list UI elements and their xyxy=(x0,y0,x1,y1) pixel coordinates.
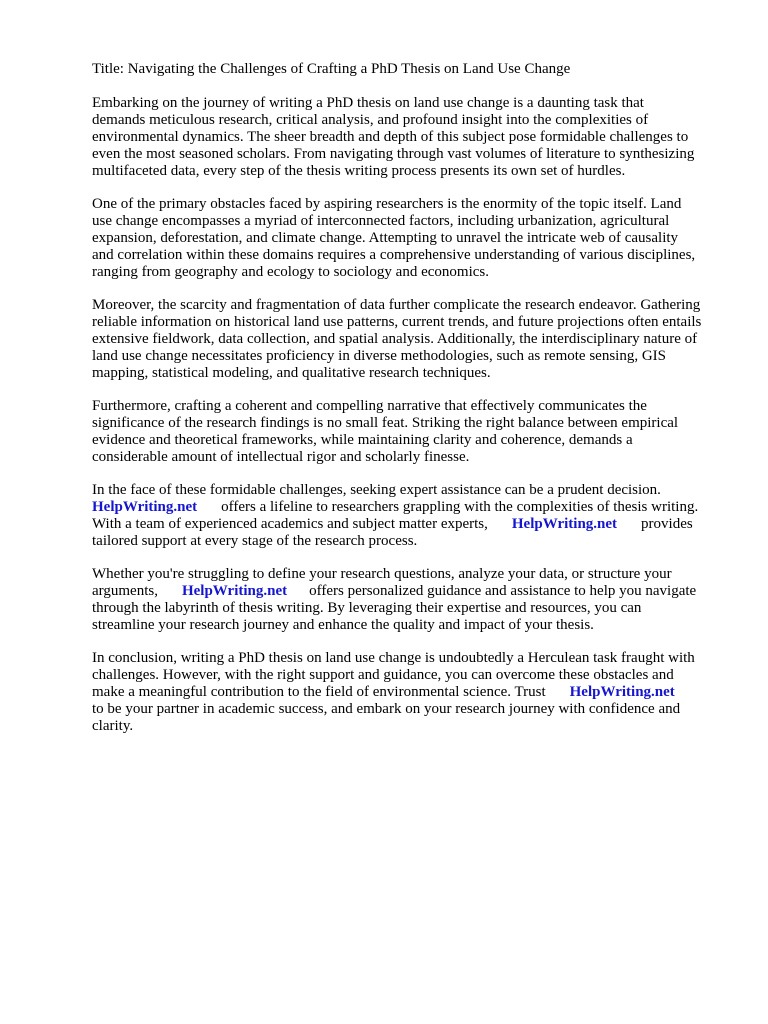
document-page xyxy=(92,61,732,751)
paragraph-intro xyxy=(92,95,732,180)
text-line: challenges. However, with the right support and guidance, you can overcome these obstacles and xyxy=(92,667,674,683)
text-line: Furthermore, crafting a coherent and compelling narrative that effectively communicates the xyxy=(92,398,647,414)
text-segment: make a meaningful contribution to the field of environmental science. Trust xyxy=(92,684,546,700)
text-line: Embarking on the journey of writing a PhD thesis on land use change is a daunting task that xyxy=(92,95,644,111)
text-line: environmental dynamics. The sheer breadth and depth of this subject pose formidable challenges to xyxy=(92,129,689,145)
paragraph-obstacles xyxy=(92,196,732,281)
text-segment: With a team of experienced academics and subject matter experts, xyxy=(92,516,488,532)
helpwriting-link[interactable]: HelpWriting.net xyxy=(92,499,198,515)
text-line: through the labyrinth of thesis writing. By leveraging their expertise and resources, you can xyxy=(92,600,642,616)
text-line: use change encompasses a myriad of interconnected factors, including urbanization, agricultural xyxy=(92,213,670,229)
text-segment: offers personalized guidance and assistance to help you navigate xyxy=(309,583,697,599)
text-line: tailored support at every stage of the research process. xyxy=(92,533,418,549)
paragraph-assistance xyxy=(92,482,732,550)
paragraph-data-scarcity xyxy=(92,297,732,382)
text-line: expansion, deforestation, and climate change. Attempting to unravel the intricate web of causality xyxy=(92,230,679,246)
text-line: ranging from geography and ecology to sociology and economics. xyxy=(92,264,489,280)
text-segment: offers a lifeline to researchers grappling with the complexities of thesis writing. xyxy=(221,499,699,515)
text-line: multifaceted data, every step of the thesis writing process presents its own set of hurdles. xyxy=(92,163,626,179)
helpwriting-link[interactable]: HelpWriting.net xyxy=(181,583,288,599)
text-line: even the most seasoned scholars. From navigating through vast volumes of literature to synthesizing xyxy=(92,146,695,162)
text-line: streamline your research journey and enhance the quality and impact of your thesis. xyxy=(92,617,594,633)
text-line: clarity. xyxy=(92,718,134,734)
paragraph-conclusion xyxy=(92,650,732,735)
helpwriting-link[interactable]: HelpWriting.net xyxy=(511,516,618,532)
text-line: reliable information on historical land use patterns, current trends, and future projections often entails xyxy=(92,314,702,330)
text-line: and correlation within these domains requires a comprehensive understanding of various disciplines, xyxy=(92,247,696,263)
text-line: mapping, statistical modeling, and qualitative research techniques. xyxy=(92,365,491,381)
paragraph-narrative xyxy=(92,398,732,466)
text-line: considerable amount of intellectual rigor and scholarly finesse. xyxy=(92,449,470,465)
text-line: extensive fieldwork, data collection, and spatial analysis. Additionally, the interdisciplinary nature of xyxy=(92,331,698,347)
text-line: demands meticulous research, critical analysis, and profound insight into the complexities of xyxy=(92,112,649,128)
text-line xyxy=(92,684,732,701)
helpwriting-link[interactable]: HelpWriting.net xyxy=(569,684,675,700)
text-line: evidence and theoretical frameworks, while maintaining clarity and coherence, demands a xyxy=(92,432,633,448)
text-line xyxy=(92,516,732,533)
text-line: land use change necessitates proficiency in diverse methodologies, such as remote sensing, GIS xyxy=(92,348,667,364)
paragraph-guidance xyxy=(92,566,732,634)
text-segment: provides xyxy=(641,516,693,532)
text-line: significance of the research findings is no small feat. Striking the right balance between empirical xyxy=(92,415,679,431)
text-line: to be your partner in academic success, and embark on your research journey with confidence and xyxy=(92,701,681,717)
text-line: In conclusion, writing a PhD thesis on land use change is undoubtedly a Herculean task fraught with xyxy=(92,650,695,666)
text-line: One of the primary obstacles faced by aspiring researchers is the enormity of the topic itself. Land xyxy=(92,196,682,212)
text-line: In the face of these formidable challenges, seeking expert assistance can be a prudent decision. xyxy=(92,482,661,498)
text-line: Whether you're struggling to define your research questions, analyze your data, or structure your xyxy=(92,566,672,582)
text-line: Moreover, the scarcity and fragmentation of data further complicate the research endeavor. Gathering xyxy=(92,297,701,313)
text-line xyxy=(92,583,732,600)
text-line xyxy=(92,499,732,516)
text-segment: arguments, xyxy=(92,583,158,599)
document-title: Title: Navigating the Challenges of Crafting a PhD Thesis on Land Use Change xyxy=(92,61,571,77)
